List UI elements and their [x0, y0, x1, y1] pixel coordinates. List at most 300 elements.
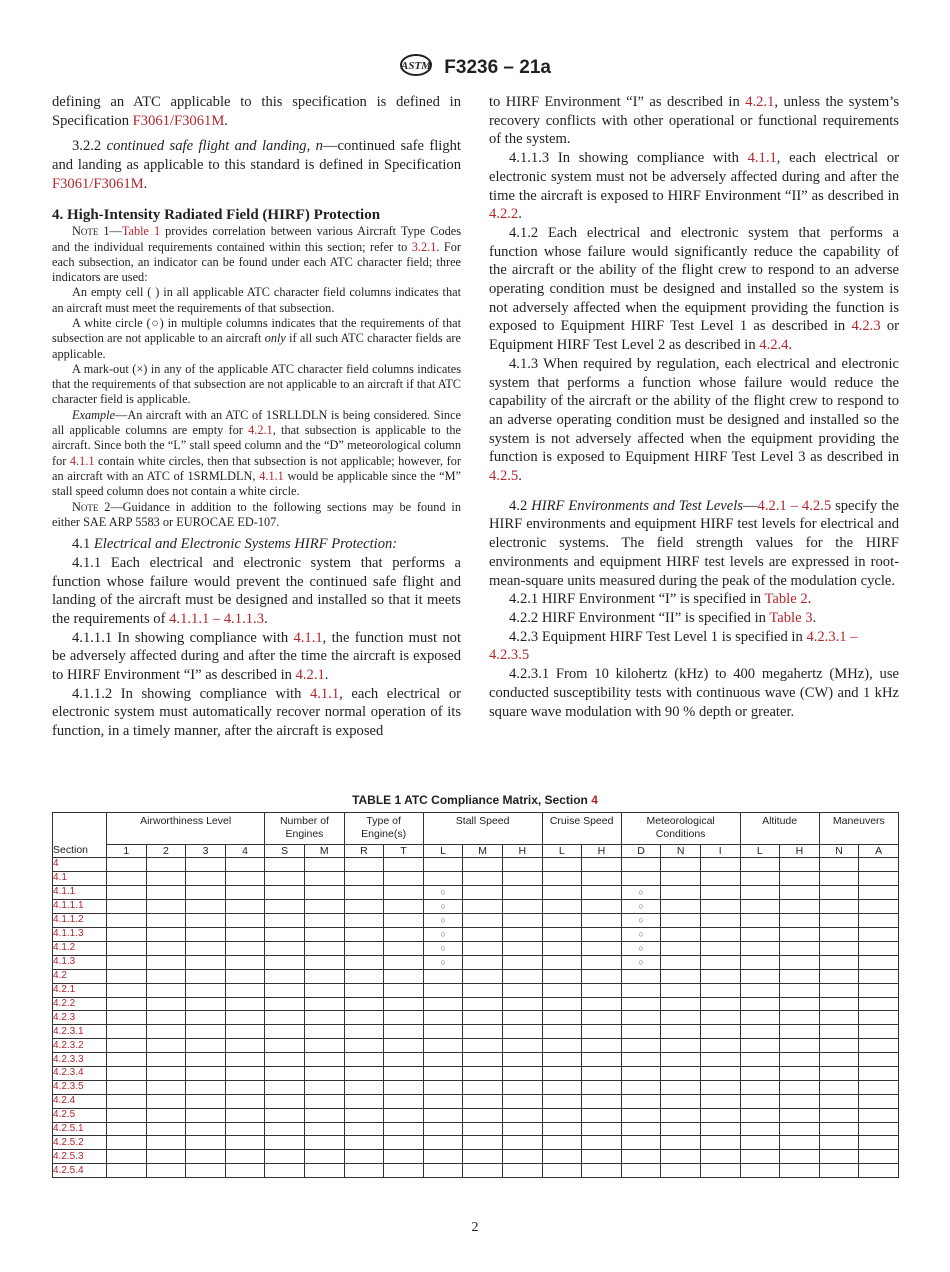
matrix-cell	[502, 927, 542, 941]
section-link[interactable]: 4.2.3.4	[53, 1067, 107, 1081]
matrix-cell	[700, 871, 740, 885]
matrix-cell	[621, 983, 661, 997]
matrix-cell	[265, 1053, 305, 1067]
matrix-cell	[780, 1136, 820, 1150]
white-circle-icon: ○	[638, 928, 644, 939]
matrix-cell	[344, 1094, 384, 1108]
matrix-cell	[542, 1164, 582, 1178]
matrix-cell	[859, 1150, 899, 1164]
matrix-cell	[265, 927, 305, 941]
link-f3061[interactable]: F3061/F3061M	[52, 175, 144, 192]
white-circle-icon: ○	[440, 886, 446, 897]
matrix-cell	[225, 941, 265, 955]
column-subheader: M	[304, 845, 344, 858]
matrix-cell	[859, 1039, 899, 1053]
link-4-1-1[interactable]: 4.1.1	[69, 453, 95, 468]
matrix-cell	[819, 1122, 859, 1136]
paragraph-4-1-3: 4.1.3 When required by regulation, each electrical and electronic system that performs a function whose failure would reduce the capability of the aircraft or the ability of the flight crew to respond to an adverse operating condition must be designed and installed so the system is not adversely affected when the equipment providing the function is exposed to Equipment HIRF Test Level 3 as described in 4.2.5.	[489, 355, 899, 485]
section-link[interactable]: 4.2.3.5	[53, 1080, 107, 1094]
section-link[interactable]: 4.2.3.2	[53, 1039, 107, 1053]
matrix-cell	[582, 1053, 622, 1067]
paragraph-4-2-3: 4.2.3 Equipment HIRF Test Level 1 is specified in 4.2.3.1 – 4.2.3.5	[489, 628, 858, 664]
matrix-cell	[780, 858, 820, 872]
matrix-cell	[819, 969, 859, 983]
paragraph-3-2-2: 3.2.2 continued safe flight and landing, n—continued safe flight and landing as applicable to this standard is defined in Specification F3061/F3061M.	[52, 138, 461, 192]
link-4-1-1-1-to-4-1-1-3[interactable]: 4.1.1.1 – 4.1.1.3	[169, 610, 264, 627]
section-link[interactable]: 4.1.3	[53, 955, 107, 969]
matrix-cell	[384, 1108, 424, 1122]
matrix-cell	[819, 1108, 859, 1122]
matrix-cell	[582, 1067, 622, 1081]
matrix-cell	[384, 1136, 424, 1150]
matrix-cell	[225, 1039, 265, 1053]
matrix-cell	[423, 858, 463, 872]
matrix-cell	[661, 1150, 701, 1164]
matrix-cell	[621, 1080, 661, 1094]
link-section-4[interactable]: 4	[591, 793, 598, 807]
matrix-cell	[780, 871, 820, 885]
matrix-cell	[700, 913, 740, 927]
matrix-cell	[502, 885, 542, 899]
matrix-cell	[423, 1025, 463, 1039]
matrix-cell	[621, 1164, 661, 1178]
matrix-cell	[384, 899, 424, 913]
link-3-2-1[interactable]: 3.2.1	[411, 239, 437, 254]
matrix-cell	[344, 1053, 384, 1067]
matrix-cell	[582, 1094, 622, 1108]
matrix-cell	[304, 1053, 344, 1067]
column-subheader: N	[661, 845, 701, 858]
link-4-1-1[interactable]: 4.1.1	[309, 685, 340, 702]
matrix-cell	[265, 955, 305, 969]
matrix-cell	[423, 1164, 463, 1178]
matrix-cell	[304, 955, 344, 969]
matrix-cell	[463, 871, 503, 885]
matrix-cell	[740, 955, 780, 969]
white-circle-icon: ○	[440, 942, 446, 953]
matrix-cell	[502, 1108, 542, 1122]
matrix-cell	[502, 1122, 542, 1136]
matrix-cell	[740, 1039, 780, 1053]
matrix-cell	[344, 1011, 384, 1025]
matrix-cell	[225, 955, 265, 969]
matrix-cell	[621, 927, 661, 941]
section-link[interactable]: 4.2.3.3	[53, 1053, 107, 1067]
link-table-3[interactable]: Table 3	[769, 609, 813, 626]
table-row	[53, 1011, 899, 1025]
matrix-cell	[542, 858, 582, 872]
matrix-cell	[107, 969, 147, 983]
matrix-cell	[463, 927, 503, 941]
paragraph-3-2-1-cont: defining an ATC applicable to this specification is defined in Specification F3061/F3061M.	[52, 94, 461, 129]
matrix-cell	[700, 1150, 740, 1164]
matrix-cell	[542, 1108, 582, 1122]
note-empty-cell: An empty cell ( ) in all applicable ATC character field columns indicates that an aircraft must meet the requirements of that subsection.	[52, 285, 461, 315]
matrix-cell	[502, 1150, 542, 1164]
matrix-cell	[502, 1039, 542, 1053]
section-link[interactable]: 4.2.5.4	[53, 1164, 107, 1178]
matrix-cell	[542, 969, 582, 983]
column-subheader: 4	[225, 845, 265, 858]
matrix-cell	[304, 1164, 344, 1178]
matrix-cell	[819, 1136, 859, 1150]
matrix-cell	[107, 913, 147, 927]
matrix-cell	[107, 858, 147, 872]
matrix-cell	[621, 1025, 661, 1039]
paragraph-4-1: 4.1 Electrical and Electronic Systems HIRF Protection:	[72, 536, 398, 553]
matrix-cell	[700, 1108, 740, 1122]
note-example: Example—An aircraft with an ATC of 1SRLLDLN is being considered. Since all applicable columns are empty for 4.2.1, that subsection is applicable to the aircraft. Since both the “L” stall speed column and the “D” meteorological column for 4.1.1 contain white circles, then that subsection is not applicable; however, for an aircraft with an ATC of 1SRMLDLN, 4.1.1 would be applicable since the “M” stall speed column does not contain a white circle.	[52, 407, 461, 499]
matrix-cell	[344, 899, 384, 913]
matrix-cell	[423, 1053, 463, 1067]
matrix-cell	[859, 885, 899, 899]
matrix-cell	[423, 899, 463, 913]
matrix-cell	[859, 955, 899, 969]
matrix-cell	[304, 871, 344, 885]
matrix-cell	[463, 1011, 503, 1025]
section-link[interactable]: 4.1.1.1	[53, 899, 107, 913]
matrix-cell	[265, 885, 305, 899]
matrix-cell	[502, 899, 542, 913]
section-link[interactable]: 4.1.2	[53, 941, 107, 955]
matrix-cell	[423, 983, 463, 997]
matrix-cell	[700, 941, 740, 955]
matrix-cell	[384, 955, 424, 969]
column-header-section: Section	[53, 813, 107, 858]
matrix-cell	[621, 1067, 661, 1081]
matrix-cell	[146, 1080, 186, 1094]
matrix-cell	[107, 871, 147, 885]
link-4-1-1[interactable]: 4.1.1	[747, 150, 777, 167]
column-subheader: 1	[107, 845, 147, 858]
matrix-cell	[304, 1108, 344, 1122]
matrix-cell	[859, 1164, 899, 1178]
matrix-cell	[780, 997, 820, 1011]
matrix-cell	[423, 927, 463, 941]
matrix-cell	[344, 1164, 384, 1178]
section-link[interactable]: 4.2.5.1	[53, 1122, 107, 1136]
matrix-cell	[344, 969, 384, 983]
white-circle-icon: ○	[440, 914, 446, 925]
matrix-cell	[859, 927, 899, 941]
link-4-2-5[interactable]: 4.2.5	[489, 468, 519, 485]
matrix-cell	[502, 1080, 542, 1094]
matrix-cell	[107, 1039, 147, 1053]
section-link[interactable]: 4.2.5.3	[53, 1150, 107, 1164]
note-2: Note 2—Guidance in addition to the following sections may be found in either SAE ARP 5583 or EUROCAE ED-107.	[52, 499, 461, 529]
matrix-cell	[542, 1025, 582, 1039]
matrix-cell	[304, 941, 344, 955]
matrix-cell	[384, 1080, 424, 1094]
white-circle-icon: ○	[638, 886, 644, 897]
matrix-cell	[384, 1053, 424, 1067]
column-subheader: R	[344, 845, 384, 858]
link-4-2-4[interactable]: 4.2.4	[759, 337, 789, 354]
matrix-cell	[740, 1122, 780, 1136]
matrix-cell	[542, 941, 582, 955]
matrix-cell	[384, 1150, 424, 1164]
link-f3061[interactable]: F3061/F3061M	[132, 112, 225, 129]
matrix-cell	[780, 1108, 820, 1122]
matrix-cell	[146, 1053, 186, 1067]
matrix-cell	[384, 941, 424, 955]
matrix-cell	[740, 1080, 780, 1094]
section-link[interactable]: 4.1	[53, 871, 107, 885]
matrix-cell	[384, 1164, 424, 1178]
white-circle-icon: ○	[638, 914, 644, 925]
matrix-cell	[700, 927, 740, 941]
matrix-cell	[740, 858, 780, 872]
matrix-cell	[304, 1011, 344, 1025]
matrix-cell	[107, 1136, 147, 1150]
table-row	[53, 1122, 899, 1136]
column-subheader: L	[740, 845, 780, 858]
matrix-cell	[542, 997, 582, 1011]
matrix-cell	[780, 1094, 820, 1108]
matrix-cell	[344, 1080, 384, 1094]
section-link[interactable]: 4.2.2	[53, 997, 107, 1011]
section-link[interactable]: 4.2.3	[53, 1011, 107, 1025]
section-link[interactable]: 4.1.1	[53, 885, 107, 899]
matrix-cell	[186, 913, 226, 927]
matrix-cell	[621, 1094, 661, 1108]
matrix-cell	[780, 1025, 820, 1039]
paragraph-4-2-1: 4.2.1 HIRF Environment “I” is specified in Table 2.	[509, 591, 812, 608]
matrix-cell	[423, 955, 463, 969]
column-subheader: T	[384, 845, 424, 858]
table-row	[53, 997, 899, 1011]
matrix-cell	[700, 1011, 740, 1025]
matrix-cell	[582, 941, 622, 955]
matrix-cell	[225, 885, 265, 899]
matrix-cell	[661, 1011, 701, 1025]
matrix-cell	[107, 955, 147, 969]
section-link[interactable]: 4.1.1.2	[53, 913, 107, 927]
matrix-cell	[621, 899, 661, 913]
matrix-cell	[542, 1067, 582, 1081]
section-link[interactable]: 4.2.3.1	[53, 1025, 107, 1039]
link-4-2-2[interactable]: 4.2.2	[489, 206, 519, 223]
matrix-cell	[384, 1094, 424, 1108]
matrix-cell	[502, 983, 542, 997]
matrix-cell	[582, 913, 622, 927]
matrix-cell	[423, 1080, 463, 1094]
matrix-cell	[265, 913, 305, 927]
matrix-cell	[265, 1025, 305, 1039]
matrix-cell	[344, 858, 384, 872]
matrix-cell	[502, 1011, 542, 1025]
matrix-cell	[542, 871, 582, 885]
matrix-cell	[304, 1122, 344, 1136]
matrix-cell	[463, 1108, 503, 1122]
column-subheader: 3	[186, 845, 226, 858]
link-table-1[interactable]: Table 1	[121, 224, 161, 239]
matrix-cell	[225, 1094, 265, 1108]
matrix-cell	[265, 1150, 305, 1164]
matrix-cell	[265, 899, 305, 913]
matrix-cell	[621, 885, 661, 899]
matrix-cell	[502, 997, 542, 1011]
link-4-2-3-1-to-4-2-3-5[interactable]: 4.2.3.1 – 4.2.3.5	[489, 628, 858, 664]
matrix-cell	[225, 899, 265, 913]
matrix-cell	[859, 1025, 899, 1039]
matrix-cell	[265, 983, 305, 997]
section-link[interactable]: 4.2	[53, 969, 107, 983]
matrix-cell	[186, 1108, 226, 1122]
matrix-cell	[186, 1067, 226, 1081]
matrix-cell	[780, 1122, 820, 1136]
matrix-cell	[502, 1067, 542, 1081]
matrix-cell	[344, 885, 384, 899]
matrix-cell	[146, 927, 186, 941]
matrix-cell	[146, 858, 186, 872]
matrix-cell	[107, 1150, 147, 1164]
matrix-cell	[225, 1150, 265, 1164]
matrix-cell	[542, 1094, 582, 1108]
matrix-cell	[265, 997, 305, 1011]
matrix-cell	[582, 1080, 622, 1094]
matrix-cell	[344, 1025, 384, 1039]
matrix-cell	[542, 1150, 582, 1164]
matrix-cell	[700, 1039, 740, 1053]
matrix-cell	[423, 1150, 463, 1164]
section-link[interactable]: 4.2.5	[53, 1108, 107, 1122]
matrix-cell	[621, 941, 661, 955]
matrix-cell	[146, 1094, 186, 1108]
matrix-cell	[265, 1122, 305, 1136]
matrix-cell	[186, 969, 226, 983]
link-4-2-1[interactable]: 4.2.1	[248, 423, 273, 438]
column-subheader: H	[582, 845, 622, 858]
matrix-cell	[859, 1094, 899, 1108]
matrix-cell	[700, 983, 740, 997]
matrix-cell	[661, 983, 701, 997]
link-4-2-1[interactable]: 4.2.1	[295, 667, 325, 684]
matrix-cell	[463, 955, 503, 969]
matrix-cell	[780, 899, 820, 913]
table-row	[53, 858, 899, 872]
link-table-2[interactable]: Table 2	[764, 591, 808, 608]
matrix-cell	[661, 1039, 701, 1053]
matrix-cell	[542, 913, 582, 927]
link-4-2-1-to-4-2-5[interactable]: 4.2.1 – 4.2.5	[757, 497, 832, 514]
matrix-cell	[819, 1067, 859, 1081]
matrix-cell	[661, 913, 701, 927]
matrix-cell	[186, 1122, 226, 1136]
section-link[interactable]: 4.2.5.2	[53, 1136, 107, 1150]
section-link[interactable]: 4.2.1	[53, 983, 107, 997]
table-row	[53, 1164, 899, 1178]
section-link[interactable]: 4.1.1.3	[53, 927, 107, 941]
matrix-cell	[186, 1011, 226, 1025]
note-1: Note 1—Table 1 provides correlation between various Aircraft Type Codes and the individual requirements contained within this section; refer to 3.2.1. For each subsection, an indicator can be found under each ATC character field; three indicators are used: An empty cell ( ) in all applicable ATC character field columns indicates that an aircraft must meet the requirements of that subsection. A white circle (○) in multiple columns indicates that the requirements of that subsection are not applicable to an aircraft only if all such ATC character fields are applicable. A mark-out (×) in any of the applicable ATC character field columns indicates that the requirements of that subsection are not applicable to an aircraft if that ATC character field is applicable. Example—An aircraft with an ATC of 1SRLLDLN is being considered. Since all applicable columns are empty for 4.2.1, that subsection is applicable to the aircraft. Since both the “L” stall speed column and the “D” meteorological column for 4.1.1 contain white circles, then that subsection is not applicable; however, for an aircraft with an ATC of 1SRMLDLN, 4.1.1 would be applicable since the “M” stall speed column does not contain a white circle. Note 2—Guidance in addition to the following sections may be found in either SAE ARP 5583 or EUROCAE ED-107.	[52, 224, 461, 529]
matrix-cell	[780, 983, 820, 997]
link-4-2-3[interactable]: 4.2.3	[851, 318, 881, 335]
matrix-cell	[582, 1025, 622, 1039]
matrix-cell	[146, 969, 186, 983]
matrix-cell	[859, 1067, 899, 1081]
matrix-cell	[107, 1053, 147, 1067]
matrix-cell	[819, 899, 859, 913]
matrix-cell	[819, 1025, 859, 1039]
matrix-cell	[265, 858, 305, 872]
matrix-cell	[780, 1011, 820, 1025]
matrix-cell	[107, 941, 147, 955]
matrix-cell	[859, 1122, 899, 1136]
link-4-2-1[interactable]: 4.2.1	[745, 94, 775, 110]
matrix-cell	[463, 1136, 503, 1150]
matrix-cell	[146, 1067, 186, 1081]
matrix-cell	[107, 1011, 147, 1025]
white-circle-icon: ○	[440, 956, 446, 967]
matrix-cell	[146, 955, 186, 969]
matrix-cell	[186, 941, 226, 955]
note-white-circle: A white circle (○) in multiple columns indicates that the requirements of that subsection are not applicable to an aircraft only if all such ATC character fields are applicable.	[52, 316, 461, 361]
matrix-cell	[225, 997, 265, 1011]
matrix-cell	[146, 1025, 186, 1039]
section-link[interactable]: 4	[53, 858, 107, 872]
matrix-cell	[107, 983, 147, 997]
matrix-cell	[740, 1136, 780, 1150]
matrix-cell	[265, 969, 305, 983]
matrix-cell	[819, 1164, 859, 1178]
matrix-cell	[819, 1011, 859, 1025]
matrix-cell	[384, 858, 424, 872]
column-group-header: Airworthiness Level	[107, 813, 265, 845]
matrix-cell	[661, 1108, 701, 1122]
matrix-cell	[859, 941, 899, 955]
matrix-cell	[780, 1080, 820, 1094]
section-heading-4: 4. High-Intensity Radiated Field (HIRF) Protection	[52, 206, 381, 223]
matrix-cell	[780, 941, 820, 955]
matrix-cell	[502, 871, 542, 885]
matrix-cell	[463, 1080, 503, 1094]
link-4-1-1[interactable]: 4.1.1	[293, 629, 323, 646]
matrix-cell	[186, 1080, 226, 1094]
matrix-cell	[780, 1053, 820, 1067]
matrix-cell	[621, 997, 661, 1011]
section-link[interactable]: 4.2.4	[53, 1094, 107, 1108]
matrix-cell	[463, 913, 503, 927]
matrix-cell	[700, 997, 740, 1011]
matrix-cell	[384, 871, 424, 885]
matrix-cell	[344, 941, 384, 955]
matrix-cell	[186, 858, 226, 872]
matrix-cell	[463, 858, 503, 872]
matrix-cell	[819, 955, 859, 969]
matrix-cell	[107, 997, 147, 1011]
matrix-cell	[186, 1053, 226, 1067]
matrix-cell	[304, 885, 344, 899]
matrix-cell	[740, 941, 780, 955]
matrix-cell	[621, 955, 661, 969]
matrix-cell	[740, 1150, 780, 1164]
matrix-cell	[780, 913, 820, 927]
matrix-cell	[502, 1136, 542, 1150]
svg-text:ASTM: ASTM	[401, 60, 431, 72]
matrix-cell	[819, 927, 859, 941]
matrix-cell	[700, 885, 740, 899]
matrix-cell	[384, 1039, 424, 1053]
link-4-1-1[interactable]: 4.1.1	[259, 468, 284, 483]
matrix-cell	[582, 1011, 622, 1025]
matrix-cell	[819, 1053, 859, 1067]
table-row	[53, 927, 899, 941]
matrix-cell	[859, 871, 899, 885]
matrix-cell	[780, 885, 820, 899]
matrix-cell	[107, 1080, 147, 1094]
matrix-cell	[582, 858, 622, 872]
